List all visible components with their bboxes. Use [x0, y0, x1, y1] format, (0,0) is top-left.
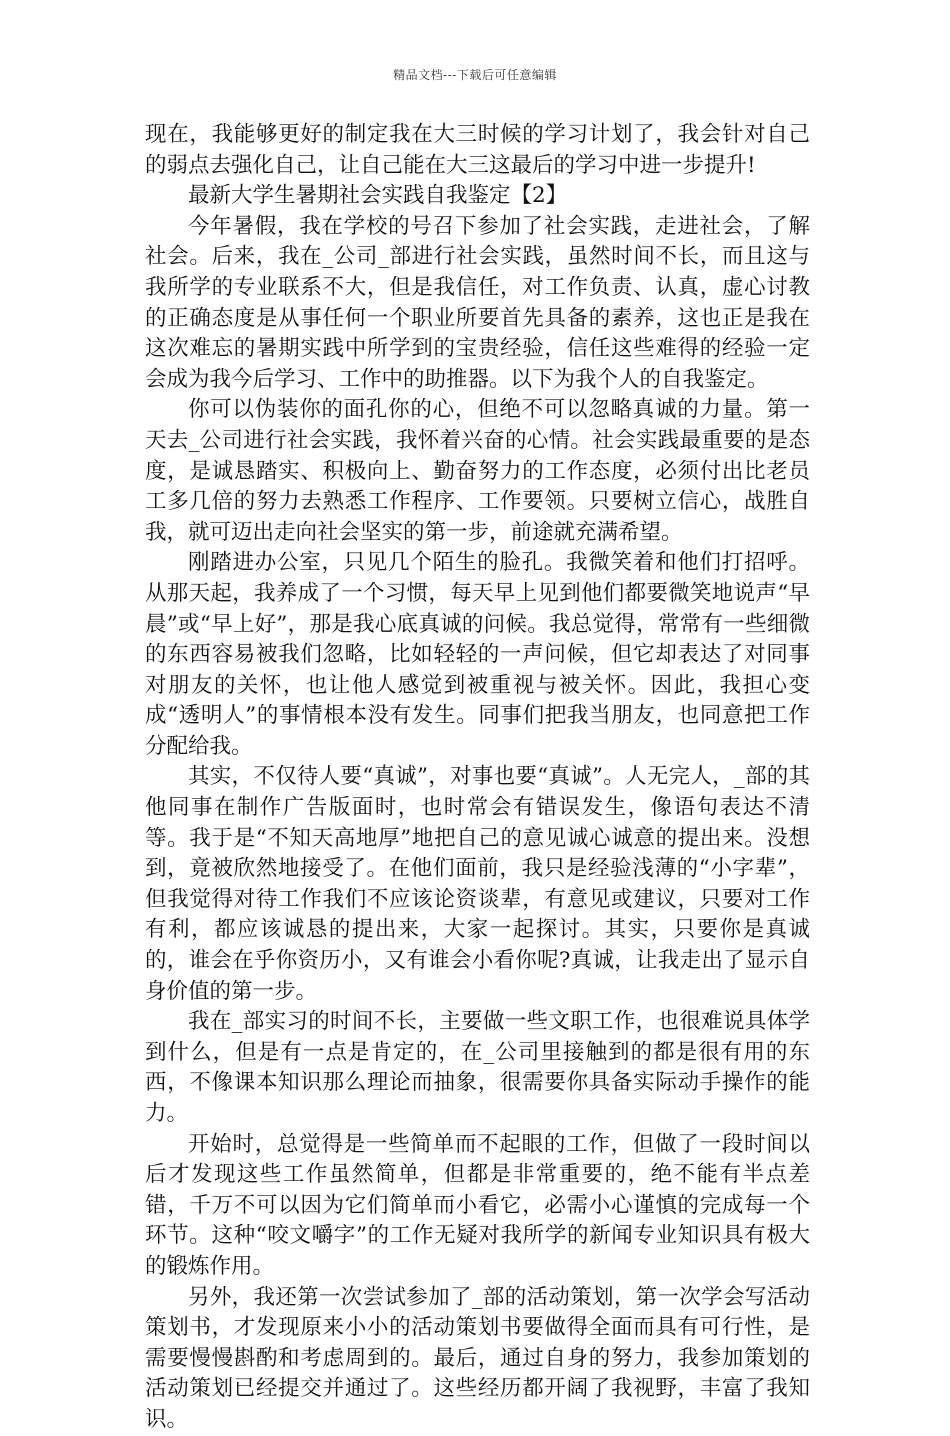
paragraph: 今年暑假，我在学校的号召下参加了社会实践，走进社会，了解社会。后来，我在_公司_部进行社会实践，虽然时间不长，而且这与我所学的专业联系不大，但是我信任，对工作负责、认真，虚心讨教的正确态度是从事任何一个职业所要首先具备的素养，这也正是我在这次难忘的暑期实践中所学到的宝贵经验，信任这些难得的经验一定会成为我今后学习、工作中的助推器。以下为我个人的自我鉴定。	[145, 213, 810, 392]
paragraph: 我在_部实习的时间不长，主要做一些文职工作，也很难说具体学到什么，但是有一点是肯定的，在_公司里接触到的都是很有用的东西，不像课本知识那么理论而抽象，很需要你具备实际动手操作的能力。	[145, 1009, 810, 1126]
page-header: 精品文档---下载后可任意编辑	[393, 68, 557, 82]
paragraph: 其实，不仅待人要“真诚”，对事也要“真诚”。人无完人，_部的其他同事在制作广告版面时，也时常会有错误发生，像语句表达不清等。我于是“不知天高地厚”地把自己的意见诚心诚意的提出来。没想到，竟被欣然地接受了。在他们面前，我只是经验浅薄的“小字辈”，但我觉得对待工作我们不应该论资谈辈，有意见或建议，只要对工作有利，都应该诚恳的提出来，大家一起探讨。其实，只要你是真诚的，谁会在乎你资历小，又有谁会小看你呢?真诚，让我走出了显示自身价值的第一步。	[145, 764, 810, 1004]
paragraph: 你可以伪装你的面孔你的心，但绝不可以忽略真诚的力量。第一天去_公司进行社会实践，我怀着兴奋的心情。社会实践最重要的是态度，是诚恳踏实、积极向上、勤奋努力的工作态度，必须付出比老员工多几倍的努力去熟悉工作程序、工作要领。只要树立信心，战胜自我，就可迈出走向社会坚实的第一步，前途就充满希望。	[145, 397, 810, 545]
paragraph-continuation: 现在，我能够更好的制定我在大三时候的学习计划了，我会针对自己的弱点去强化自己，让自己能在大三这最后的学习中进一步提升!	[145, 122, 810, 178]
document-body	[145, 120, 810, 1436]
section-heading: 最新大学生暑期社会实践自我鉴定【2】	[188, 183, 568, 209]
paragraph: 开始时，总觉得是一些简单而不起眼的工作，但做了一段时间以后才发现这些工作虽然简单，但都是非常重要的，绝不能有半点差错，千万不可以因为它们简单而小看它，必需小心谨慎的完成每一个环节。这种“咬文嚼字”的工作无疑对我所学的新闻专业知识具有极大的锻炼作用。	[145, 1131, 810, 1279]
paragraph: 刚踏进办公室，只见几个陌生的脸孔。我微笑着和他们打招呼。从那天起，我养成了一个习惯，每天早上见到他们都要微笑地说声“早晨”或“早上好”，那是我心底真诚的问候。我总觉得，常常有一些细微的东西容易被我们忽略，比如轻轻的一声问候，但它却表达了对同事对朋友的关怀，也让他人感觉到被重视与被关怀。因此，我担心变成“透明人”的事情根本没有发生。同事们把我当朋友，也同意把工作分配给我。	[145, 550, 810, 759]
paragraph: 另外，我还第一次尝试参加了_部的活动策划，第一次学会写活动策划书，才发现原来小小的活动策划书要做得全面而具有可行性，是需要慢慢斟酌和考虑周到的。最后，通过自身的努力，我参加策划的活动策划已经提交并通过了。这些经历都开阔了我视野，丰富了我知识。	[145, 1284, 810, 1432]
